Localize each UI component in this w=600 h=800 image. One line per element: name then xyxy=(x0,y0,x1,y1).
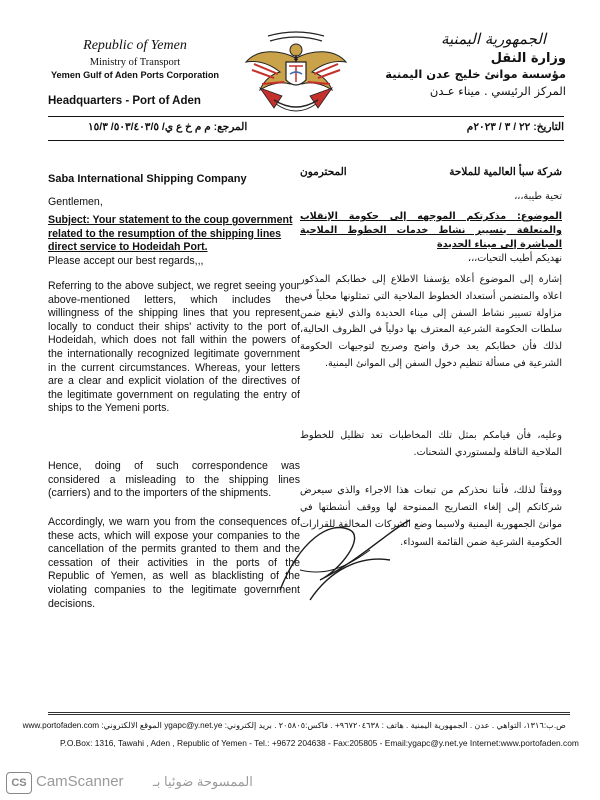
reference-number: المرجع: م م خ ع ي/ ٥٠٣/٤٠٣/٥/ ١٥/٣ xyxy=(88,121,248,133)
paragraph-ar-1: إشارة إلى الموضوع أعلاه يؤسفنا الاطلاع إلى خطابكم المذكور اعلاه والمتضمن أستعداد الخطوط الملاحية التي تمثلونها محلياً في مزاولة تسيير نشاط السفن إلى ميناء الحديدة والذي لايقع ضمن سلطات الحكومة الشرعية المعترف بها دولياً في الظروف الحالية، لذلك فأن خطابكم يعد خرق واضح وصريح لتوجيهات الحكومة الشرعية في مسألة تنظيم دخول السفن إلى الموانئ اليمنية. xyxy=(300,274,562,369)
ministry-ar: وزارة النقل xyxy=(490,51,566,66)
letter-date: التاريخ: ٢٢ / ٣ / ٢٠٢٣م xyxy=(466,121,564,133)
country-ar: الجمهورية اليمنية xyxy=(440,30,546,48)
header-divider xyxy=(48,116,564,117)
header-en xyxy=(50,38,220,80)
signature-icon xyxy=(270,500,420,615)
header-ar xyxy=(376,30,566,98)
camscanner-ar: الممسوحة ضوئيا بـ xyxy=(153,774,253,789)
paragraph-en-1: Referring to the above subject, we regret seeing your above-mentioned letters, which includes the willingness of the shipping lines that you represent locally to conduct their ships' activity to the port of Hodeidah, which does not fall within the powers of the internationally recognized legitimate government in the current circumstances. Whereas, your letters are a clear and explicit violation of the directives of the legitimate government on regulating the entry of ships to the Yemeni ports. xyxy=(48,280,300,415)
footer-divider xyxy=(48,712,570,715)
footer-ar: ص.ب:١٣١٦، التواهي . عدن . الجمهورية اليمنية . هاتف : ٩٦٧٢٠٤٦٣٨+ . فاكس:٢٠٥٨٠٥ . بريد إلكتروني: ygapc@y.net.ye الموقع الالكتروني: www.portofaden.com xyxy=(22,721,566,730)
subject-block-ar xyxy=(300,210,562,266)
recipient-ar: شركة سبأ العالمية للملاحة xyxy=(449,166,562,178)
paragraph-en-2: Hence, doing of such correspondence was considered a misleading to the shipping lines (carriers) and to the importers of the shipments. xyxy=(48,460,300,500)
ministry-en: Ministry of Transport xyxy=(89,57,181,68)
subject-block-en xyxy=(48,214,300,268)
hq-en: Headquarters - Port of Aden xyxy=(48,95,201,107)
footer-en: P.O.Box: 1316, Tawahi , Aden , Republic of Yemen - Tel.: +9672 204638 - Fax:205805 - Email:ygapc@y.net.ye Internet:www.portofaden.com xyxy=(60,738,579,748)
regards-ar: نهديكم أطيب التحيات،،، xyxy=(467,253,562,264)
regards-en: Please accept our best regards,,, xyxy=(48,254,204,267)
paragraph-ar-3: ووفقاً لذلك، فأننا نحذركم من تبعات هذا الاجراء والذي سيعرض شركاتكم إلى إلغاء التصاريح الممنوحة لها ووقف أنشطتها في موانئ الجمهورية اليمنية ولاسيما وضع الشركات المخالفة للقرارات الحكومية الشرعية ضمن القائمة السوداء. xyxy=(300,485,562,548)
corporation-ar: مؤسسة موانئ خليج عدن اليمنية xyxy=(385,67,566,81)
corporation-en: Yemen Gulf of Aden Ports Corporation xyxy=(50,70,220,80)
camscanner-name: CamScanner xyxy=(36,773,124,790)
subject-en: Subject: Your statement to the coup government related to the resumption of the shipping lines direct service to Hodeidah Port. xyxy=(48,214,293,254)
greeting-ar: تحية طيبة،،، xyxy=(514,191,562,202)
paragraph-en-3: Accordingly, we warn you from the consequences of these acts, which will expose your companies to the cancellation of the permits granted to them and the cessation of their activities in the ports of the Republic of Yemen, as well as blacklisting of the violating companies to the legitimate government decisions. xyxy=(48,516,300,610)
reference-divider xyxy=(48,140,564,141)
recipient-ar-line xyxy=(300,166,562,178)
reference-line xyxy=(48,121,564,137)
subject-ar: الموضوع: مذكرتكم الموجهه إلى حكومة الإنقلاب والمتعلقة بتسيير نشاط خدمات الخطوط الملاحية المباشرة إلى ميناء الحديدة xyxy=(300,211,562,250)
salutation-en: Gentlemen, xyxy=(48,196,103,208)
hq-ar: المركز الرئيسي . ميناء عـدن xyxy=(429,84,566,98)
country-en: Republic of Yemen xyxy=(83,38,187,53)
recipient-en: Saba International Shipping Company xyxy=(48,173,247,185)
paragraph-ar-2: وعليه، فأن قيامكم بمثل تلك المخاطبات تعد تظليل للخطوط الملاحية الناقلة ولمستوردي الشحنات. xyxy=(300,430,562,458)
yemen-emblem-icon xyxy=(240,28,352,123)
camscanner-logo-icon: CS xyxy=(6,772,32,794)
respected-ar: المحترمون xyxy=(300,166,347,178)
